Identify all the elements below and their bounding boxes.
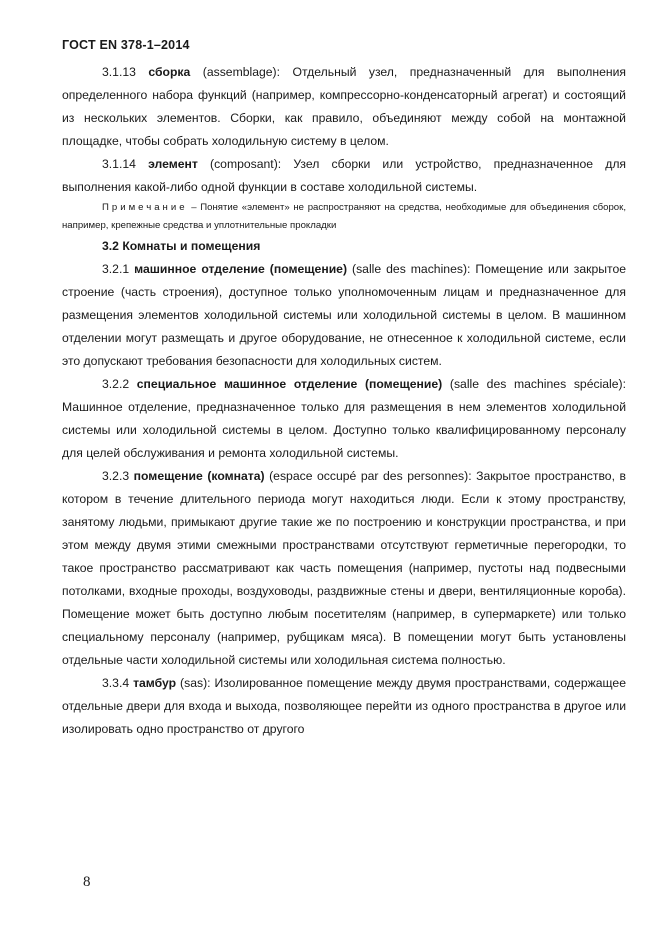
definition-3-1-13 (62, 61, 626, 153)
definition-3-3-4 (62, 672, 626, 741)
definition-3-2-1 (62, 258, 626, 373)
term-translation: (espace occupé par des personnes): (269, 469, 472, 483)
note (62, 199, 626, 235)
term: машинное отделение (помещение) (134, 262, 348, 276)
item-number: 3.2.2 (102, 377, 130, 391)
item-number: 3.2.3 (102, 469, 130, 483)
term-translation: (assemblage): (202, 65, 281, 79)
term: сборка (148, 65, 191, 79)
term: тамбур (133, 676, 177, 690)
section-heading: 3.2 Комнаты и помещения (102, 239, 261, 253)
term: элемент (148, 157, 198, 171)
definition-3-2-2 (62, 373, 626, 465)
definition-3-2-3 (62, 465, 626, 672)
definition-text: Машинное отделение, предназначенное только для размещения в нем элементов холодильной системы или холодильной системы в целом. Доступно только квалифицированному персоналу для целей обслуживания и ремонта холодильной системы. (62, 400, 626, 460)
term: помещение (комната) (133, 469, 265, 483)
item-number: 3.1.13 (102, 65, 136, 79)
document-header: ГОСТ EN 378-1–2014 (62, 38, 190, 52)
definition-text: Узел сборки или устройство, предназначенное для выполнения какой-либо одной функции в составе холодильной системы. (62, 157, 627, 194)
item-number: 3.1.14 (102, 157, 136, 171)
term-translation: (composant): (210, 157, 282, 171)
document-body (62, 61, 626, 741)
definition-text: Закрытое пространство, в котором в течение длительного периода могут находиться люди. Если к этому пространству, занятому людьми, примыкают другие такие же по построению и конструкции пространства, и при этом между двумя этими смежными пространствами отсутствуют герметичные перегородки, то такое пространство рассматривают как часть помещения (например, пустоты над подвесными потолками, входные проходы, воздуховоды, раздвижные стены и двери, вентиляционные короба). Помещение может быть доступно любым посетителям (например, в супермаркете) или только специальному персоналу (например, рубщикам мяса). В помещении могут быть установлены отдельные части холодильной системы или холодильная система полностью. (62, 469, 626, 667)
note-label: Примечание (102, 202, 188, 213)
term-translation: (sas): (180, 676, 211, 690)
definition-text: Помещение или закрытое строение (часть строения), доступное только уполномоченным лицам и предназначенное для размещения элементов холодильной системы или холодильной системы в целом. В машинном отделении могут размещать и другое оборудование, не отнесенное к холодильной системе, если это допускают требования безопасности для холодильных систем. (62, 262, 627, 368)
definition-3-1-14 (62, 153, 626, 199)
note-text: – Понятие «элемент» не распространяют на средства, необходимые для объединения сборок, например, крепежные средства и уплотнительные прокладки (62, 202, 626, 231)
term: специальное машинное отделение (помещение) (136, 377, 443, 391)
item-number: 3.3.4 (102, 676, 130, 690)
term-translation: (salle des machines): (352, 262, 471, 276)
item-number: 3.2.1 (102, 262, 130, 276)
term-translation: (salle des machines spéciale): (449, 377, 626, 391)
definition-text: Изолированное помещение между двумя пространствами, содержащее отдельные двери для входа и выхода, позволяющее перейти из одного пространства в другое или изолировать одно пространство от другого (62, 676, 626, 736)
definition-text: Отдельный узел, предназначенный для выполнения определенного набора функций (например, компрессорно-конденсаторный агрегат) и состоящий из нескольких элементов. Сборки, как правило, объединяют между собой на монтажной площадке, чтобы собрать холодильную систему в целом. (62, 65, 627, 148)
page-number: 8 (83, 874, 91, 890)
